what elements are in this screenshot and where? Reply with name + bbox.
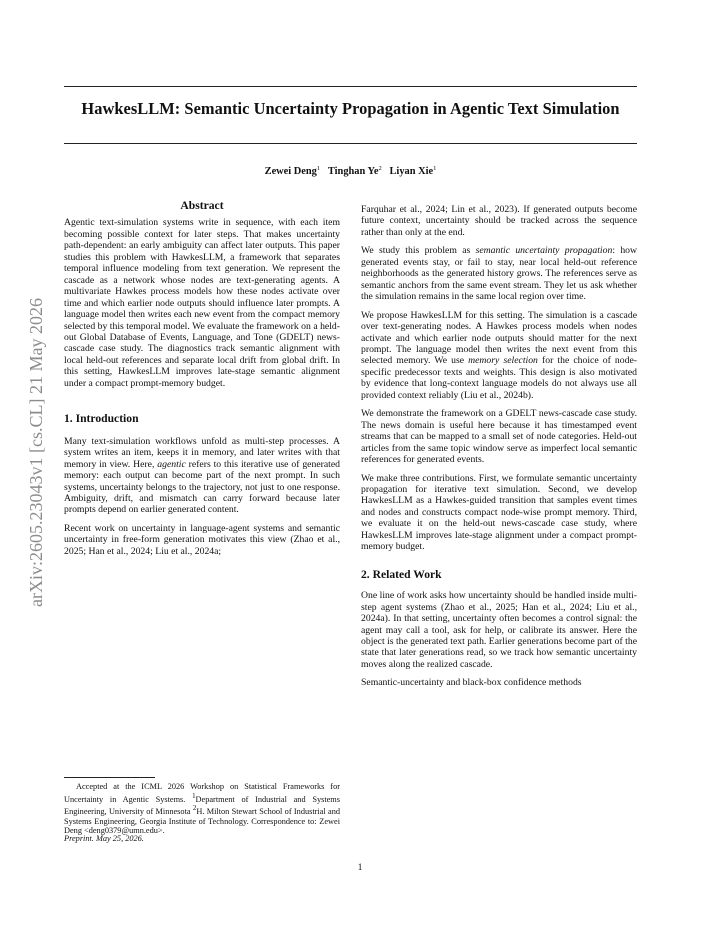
intro-paragraph-6: We make three contributions. First, we formulate semantic uncertainty propagation for iterative text simulation. Second, we develop HawkesLLM as a Hawkes-guided transition that samples event times and nodes and constructs compact node-wise prompt memory. Third, we evaluate it on the held-out news-cascade case study, where HawkesLLM improves late-stage alignment under a compact prompt-memory budget.: [361, 472, 637, 553]
related-paragraph-2: Semantic-uncertainty and black-box confidence methods: [361, 677, 582, 689]
footnote: [64, 777, 340, 836]
intro-paragraph-4: We propose HawkesLLM for this setting. The simulation is a cascade over text-generating nodes. A Hawkes process models when nodes activate and which earlier node outputs should matter for the next prompt. The language model then writes the next event from this selected memory. We use memory selection for the choice of node-specific predecessor texts and weights. This design is also motivated by evidence that long-context language models do not always use all provided context reliably (Liu et al., 2024b).: [361, 309, 637, 401]
title-bottom-rule: [64, 143, 637, 144]
related-paragraph-1: One line of work asks how uncertainty should be handled inside multi-step agent systems (Zhao et al., 2025; Han et al., 2024; Liu et al., 2024a). In that setting, uncertainty often becomes a control signal: the agent may call a tool, ask for help, or calibrate its answer. Here the object is the generated text path. Earlier generations become part of the state that later generations read, so we track how semantic uncertainty moves along the realized cascade.: [361, 590, 637, 670]
author-affiliation-mark: 2: [378, 165, 382, 172]
intro-paragraph-1: Many text-simulation workflows unfold as multi-step processes. A system writes an item, keeps it in memory, and later writes with that memory in view. Here, agentic refers to this iterative use of generated memory: each output can become part of the next prompt. In such systems, uncertainty belongs to the trajectory, not just to one response. Ambiguity, drift, and mismatch can carry forward because later prompts depend on earlier generated content.: [64, 435, 340, 516]
introduction-heading: 1. Introduction: [64, 412, 139, 426]
preprint-date: Preprint. May 25, 2026.: [64, 834, 144, 843]
author-name: Liyan Xie: [389, 166, 434, 177]
intro-paragraph-3: We study this problem as semantic uncertainty propagation: how generated events stay, or fail to stay, near local held-out reference neighborhoods as the generated history grows. The references serve as semantic anchors from the same event stream. They let us ask whether the simulation remains in the same local region over time.: [361, 245, 637, 303]
intro-paragraph-2: Recent work on uncertainty in language-agent systems and semantic uncertainty in free-form generation motivates this view (Zhao et al., 2025; Han et al., 2024; Liu et al., 2024a;: [64, 522, 340, 557]
author-name: Tinghan Ye: [327, 166, 379, 177]
intro-paragraph-5: We demonstrate the framework on a GDELT news-cascade case study. The news domain is useful here because it has timestamped event streams that can be mapped to a small set of node categories. Held-out articles from the same topic window serve as imperfect local semantic references for generated events.: [361, 408, 637, 466]
intro-paragraph-2-continued: Farquhar et al., 2024; Lin et al., 2023). If generated outputs become future context, uncertainty should be tracked across the sequence rather than only at the end.: [361, 204, 637, 238]
right-column: [361, 204, 637, 696]
related-work-heading: 2. Related Work: [361, 567, 442, 581]
abstract-heading: Abstract: [180, 199, 224, 212]
author-affiliation-mark: 1: [433, 165, 437, 172]
author-name: Zewei Deng: [264, 166, 317, 177]
abstract-text: Agentic text-simulation systems write in sequence, with each item becoming possible context for later steps. That makes uncertainty path-dependent: an early ambiguity can affect later outputs. This paper studies this problem with HawkesLLM, a framework that separates temporal influence modeling from text generation. We represent the cascade as a network whose nodes are text-generating agents. A multivariate Hawkes process models how these nodes activate over time and which earlier node outputs should influence later prompts. A language model then writes each new event from the compact memory selected by this temporal model. We evaluate the framework on a held-out Global Database of Events, Language, and Tone (GDELT) news-cascade case study. The diagnostics track semantic alignment with local held-out references and separate local drift from global drift. In this setting, HawkesLLM improves late-stage semantic alignment under a compact prompt-memory budget.: [64, 217, 340, 389]
page-number: 1: [357, 862, 363, 873]
left-column: [64, 200, 340, 564]
author-list: [64, 165, 637, 177]
footnote-rule: [64, 777, 155, 778]
arxiv-side-stamp: arXiv:2605.23043v1 [cs.CL] 21 May 2026: [25, 297, 46, 607]
footnote-text: Accepted at the ICML 2026 Workshop on Statistical Frameworks for Uncertainty in Agentic Systems. $^1$Department of Industrial and Systems Engineering, University of Minnesota $^2$H. Milton Stewart School of Industrial and Systems Engineering, Georgia Institute of Technology. Correspondence to: Zewei Deng <deng0379@umn.edu>.: [64, 782, 341, 836]
title-top-rule: [64, 86, 637, 87]
paper-title: HawkesLLM: Semantic Uncertainty Propagation in Agentic Text Simulation: [81, 99, 620, 118]
author-affiliation-mark: 1: [316, 165, 321, 172]
